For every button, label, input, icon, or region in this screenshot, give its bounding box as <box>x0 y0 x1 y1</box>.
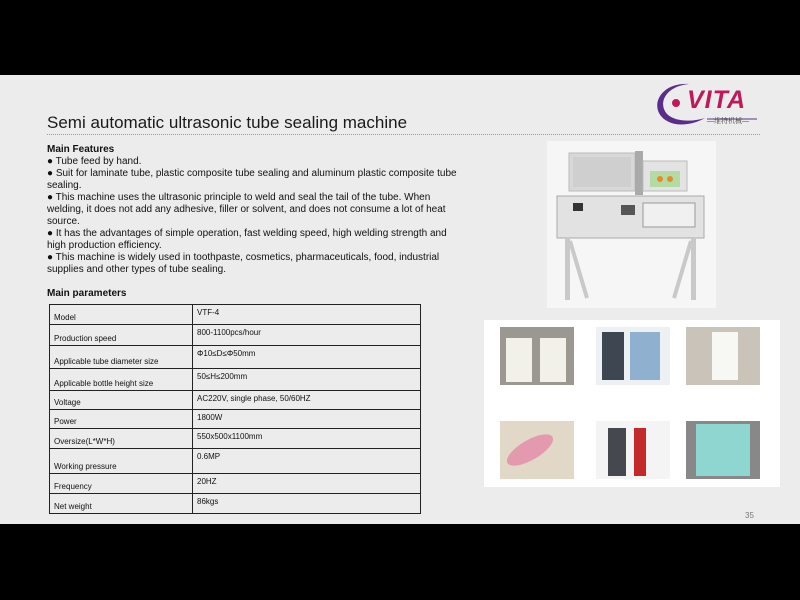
logo-chinese-text: —维特机械— <box>707 118 749 125</box>
parameters-table <box>49 304 421 514</box>
tube-sealing-machine-image <box>547 141 716 308</box>
param-value: VTF-4 <box>193 305 421 325</box>
table-row <box>50 494 421 514</box>
page-number: 35 <box>745 511 754 520</box>
param-label: Production speed <box>50 325 193 346</box>
params-heading: Main parameters <box>47 288 127 299</box>
table-row <box>50 346 421 369</box>
param-value: 1800W <box>193 410 421 429</box>
main-features <box>47 144 467 276</box>
machine-photo <box>547 141 716 308</box>
feature-item: ● It has the advantages of simple operation, fast welding speed, high welding strength and high production efficiency. <box>47 228 447 251</box>
logo-word: VITA <box>687 86 747 114</box>
param-value: 550x500x1100mm <box>193 429 421 449</box>
vita-logo <box>649 78 761 130</box>
param-label: Model <box>50 305 193 325</box>
feature-item: ● This machine is widely used in toothpaste, cosmetics, pharmaceuticals, food, industrial supplies and other types of tube sealing. <box>47 252 440 275</box>
table-row <box>50 410 421 429</box>
table-row <box>50 474 421 494</box>
param-value: 20HZ <box>193 474 421 494</box>
table-row <box>50 369 421 391</box>
param-value: 50≤H≤200mm <box>193 369 421 391</box>
feature-item: ● This machine uses the ultrasonic principle to weld and seal the tail of the tube. When welding, it does not add any adhesive, filler or solvent, and does not consume a lot of heat source. <box>47 192 446 227</box>
param-value: 86kgs <box>193 494 421 514</box>
param-label: Working pressure <box>50 449 193 474</box>
table-row <box>50 325 421 346</box>
table-row <box>50 305 421 325</box>
param-label: Frequency <box>50 474 193 494</box>
param-label: Net weight <box>50 494 193 514</box>
table-row <box>50 449 421 474</box>
sample-products <box>484 320 780 487</box>
feature-item: ● Suit for laminate tube, plastic composite tube sealing and aluminum plastic composite tube sealing. <box>47 168 457 191</box>
slide <box>0 75 800 524</box>
param-value: Φ10≤D≤Φ50mm <box>193 346 421 369</box>
param-value: AC220V, single phase, 50/60HZ <box>193 391 421 410</box>
feature-item: ● Tube feed by hand. <box>47 156 142 167</box>
param-label: Power <box>50 410 193 429</box>
param-label: Applicable tube diameter size <box>50 346 193 369</box>
param-label: Voltage <box>50 391 193 410</box>
title-divider <box>47 134 760 135</box>
page-title: Semi automatic ultrasonic tube sealing machine <box>47 113 408 132</box>
features-heading: Main Features <box>47 144 115 155</box>
sealed-tube-samples-image <box>484 320 780 487</box>
param-value: 0.6MP <box>193 449 421 474</box>
table-row <box>50 391 421 410</box>
table-row <box>50 429 421 449</box>
param-value: 800-1100pcs/hour <box>193 325 421 346</box>
param-label: Applicable bottle height size <box>50 369 193 391</box>
param-label: Oversize(L*W*H) <box>50 429 193 449</box>
